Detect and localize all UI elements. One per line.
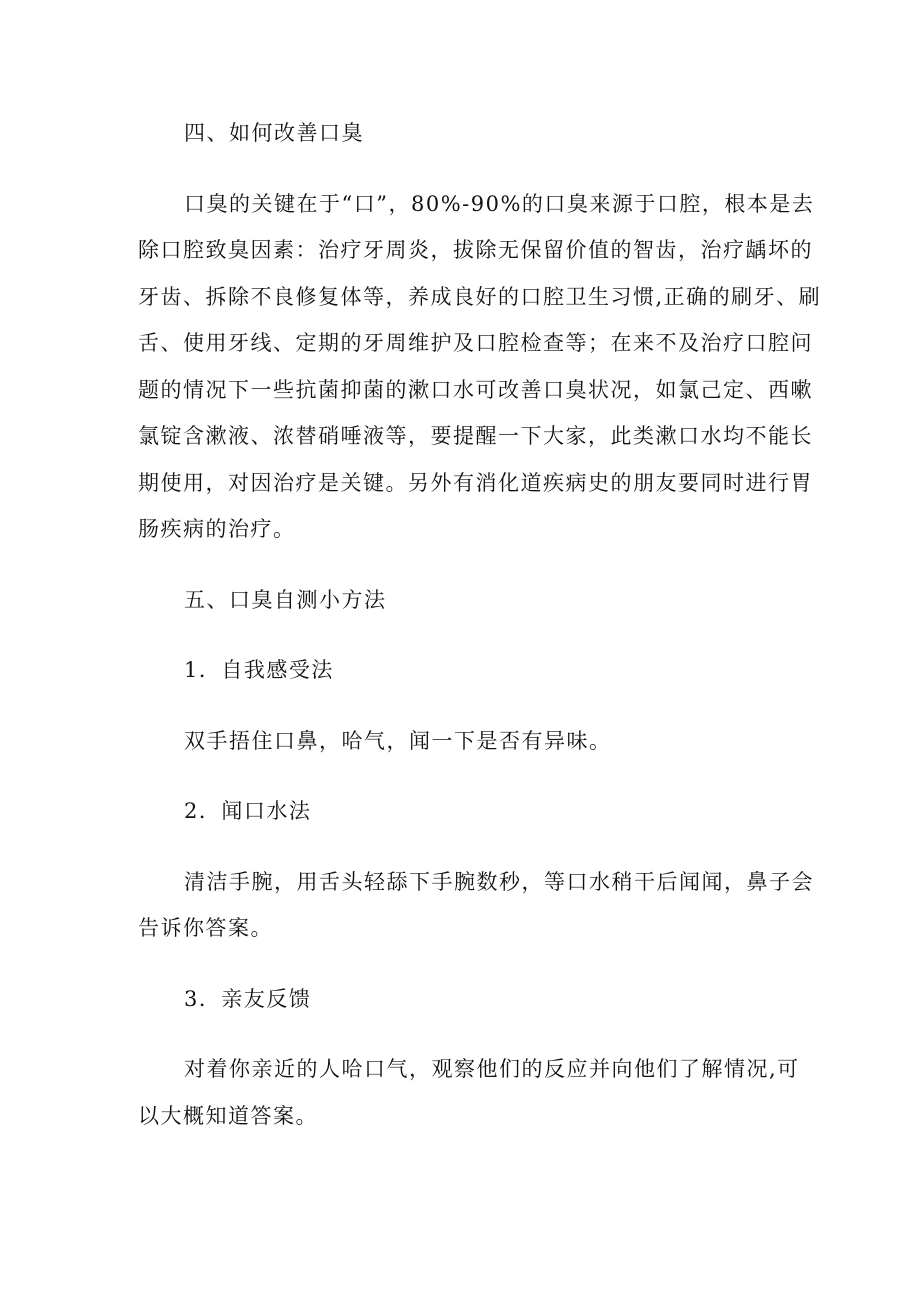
spacer <box>138 623 790 647</box>
spacer <box>138 952 790 976</box>
section-heading-4: 四、如何改善口臭 <box>184 121 364 145</box>
spacer <box>138 157 790 181</box>
paragraph-line: 肠疾病的治疗。 <box>138 517 296 541</box>
paragraph-line: 除口腔致臭因素：治疗牙周炎，拔除无保留价值的智齿，治疗龋坏的 <box>138 238 813 262</box>
item-3-title: 3．亲友反馈 <box>184 986 312 1011</box>
spacer <box>138 835 790 859</box>
document-body <box>138 110 822 1139</box>
item-3-text-line: 以大概知道答案。 <box>138 1103 318 1128</box>
item-3-text-line: 对着你亲近的人哈口气，观察他们的反应并向他们了解情况,可 <box>184 1057 800 1081</box>
paragraph-line: 口臭的关键在于“口”，80%-90%的口臭来源于口腔，根本是去 <box>184 191 815 216</box>
paragraph-line: 牙齿、拆除不良修复体等，养成良好的口腔卫生习惯,正确的刷牙、刷 <box>138 284 822 309</box>
spacer <box>138 1022 790 1046</box>
section-heading-5: 五、口臭自测小方法 <box>184 587 387 612</box>
paragraph-improve-halitosis <box>138 181 822 553</box>
paragraph-line: 舌、使用牙线、定期的牙周维护及口腔检查等；在来不及治疗口腔问 <box>138 331 813 355</box>
paragraph-line: 题的情况下一些抗菌抑菌的漱口水可改善口臭状况，如氯己定、西嗽 <box>138 377 813 402</box>
item-1-text: 双手捂住口鼻，哈气，闻一下是否有异味。 <box>184 728 612 753</box>
item-2-text-line: 清洁手腕，用舌头轻舔下手腕数秒，等口水稍干后闻闻，鼻子会 <box>184 869 814 894</box>
spacer <box>138 694 790 718</box>
item-2-title: 2．闻口水法 <box>184 799 312 823</box>
spacer <box>138 553 790 577</box>
paragraph-line: 期使用，对因治疗是关键。另外有消化道疾病史的朋友要同时进行胃 <box>138 470 813 495</box>
paragraph-line: 氯锭含漱液、浓替硝唾液等，要提醒一下大家，此类漱口水均不能长 <box>138 424 813 448</box>
item-2-text-line: 告诉你答案。 <box>138 916 273 940</box>
item-1-title: 1．自我感受法 <box>184 658 334 682</box>
spacer <box>138 764 790 788</box>
